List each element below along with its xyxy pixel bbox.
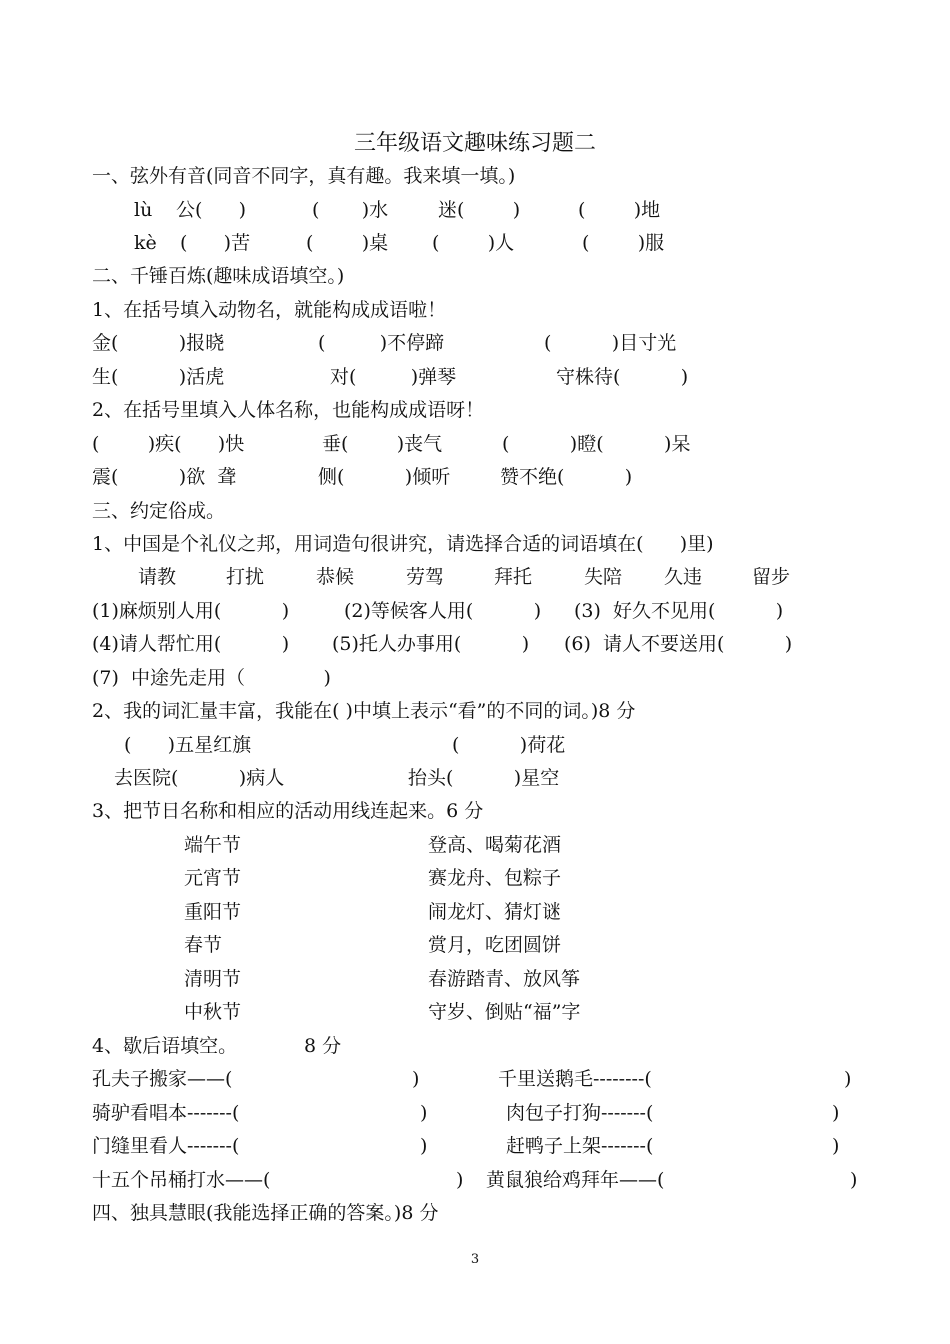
worksheet-line <box>92 797 910 825</box>
worksheet-line <box>92 363 910 391</box>
line-text: ( )地 <box>578 199 661 221</box>
line-text: 一、弦外有音(同音不同字，真有趣。我来填一填。) <box>92 165 516 187</box>
worksheet-line <box>92 1132 910 1160</box>
line-text: ( )疾( )快 <box>92 433 245 455</box>
line-text: 守株待( ) <box>556 366 689 388</box>
line-text: ( )服 <box>582 232 665 254</box>
line-text: (6) 请人不要送用( ) <box>564 633 793 655</box>
line-text: (5)托人办事用( ) <box>332 633 530 655</box>
worksheet-line <box>92 1199 910 1227</box>
line-text: ( )桌 <box>306 232 389 254</box>
line-text: ( )不停蹄 <box>318 332 445 354</box>
line-text: 抬头( )星空 <box>408 767 560 789</box>
worksheet-line <box>92 396 910 424</box>
worksheet-line <box>92 597 910 625</box>
worksheet-line <box>92 630 910 658</box>
line-text: 公( ) <box>176 199 247 221</box>
line-text: 震( )欲 聋 <box>92 466 237 488</box>
worksheet-line <box>92 530 910 558</box>
line-text: 端午节 <box>184 834 242 856</box>
line-text: ) <box>412 1068 420 1090</box>
line-text: 元宵节 <box>184 867 242 889</box>
line-text: 2、在括号里填入人体名称，也能构成成语呀！ <box>92 399 485 421</box>
worksheet-line <box>92 329 910 357</box>
worksheet-line <box>92 229 910 257</box>
line-text: 恭候 <box>316 566 355 588</box>
page-title: 三年级语文趣味练习题二 <box>353 131 596 156</box>
line-text: 4、歇后语填空。 <box>92 1035 238 1057</box>
line-text: 留步 <box>752 566 791 588</box>
line-text: 三、约定俗成。 <box>92 500 226 522</box>
line-text: 去医院( )病人 <box>114 767 285 789</box>
line-text: 门缝里看人-------( <box>92 1135 240 1157</box>
line-text: ) <box>850 1169 858 1191</box>
worksheet-line <box>92 162 910 190</box>
line-text: 十五个吊桶打水——( <box>92 1169 271 1191</box>
line-text: (7) 中途先走用（ ) <box>92 667 331 689</box>
line-text: 春游踏青、放风筝 <box>428 968 581 990</box>
line-text: 四、独具慧眼(我能选择正确的答案。)8 分 <box>92 1202 439 1224</box>
line-text: ( )苦 <box>180 232 251 254</box>
line-text: ) <box>420 1102 428 1124</box>
worksheet-line <box>92 931 910 959</box>
line-text: 1、中国是个礼仪之邦，用词造句很讲究，请选择合适的词语填在( )里) <box>92 533 714 555</box>
worksheet-line <box>92 697 910 725</box>
worksheet-line <box>92 965 910 993</box>
worksheet-line <box>92 497 910 525</box>
worksheet-line <box>92 664 910 692</box>
line-text: ( )目寸光 <box>544 332 677 354</box>
line-text: 重阳节 <box>184 901 242 923</box>
worksheet-line <box>92 463 910 491</box>
line-text: 骑驴看唱本-------( <box>92 1102 240 1124</box>
line-text: lù <box>134 199 153 221</box>
worksheet-line <box>92 296 910 324</box>
worksheet-line <box>92 196 910 224</box>
line-text: 3、把节日名称和相应的活动用线连起来。6 分 <box>92 800 484 822</box>
line-text: 垂( )丧气 <box>322 433 443 455</box>
line-text: 赶鸭子上架-------( <box>506 1135 654 1157</box>
line-text: 登高、喝菊花酒 <box>428 834 562 856</box>
line-text: 肉包子打狗-------( <box>506 1102 654 1124</box>
line-text: (4)请人帮忙用( ) <box>92 633 290 655</box>
line-text: ( )人 <box>432 232 515 254</box>
line-text: ( )瞪( )呆 <box>502 433 691 455</box>
line-text: 黄鼠狼给鸡拜年——( <box>486 1169 665 1191</box>
line-text: ( )荷花 <box>452 734 566 756</box>
line-text: 孔夫子搬家——( <box>92 1068 233 1090</box>
line-text: 对( )弹琴 <box>330 366 457 388</box>
line-text: 闹龙灯、猜灯谜 <box>428 901 562 923</box>
worksheet-line <box>92 1065 910 1093</box>
line-text: 迷( ) <box>438 199 521 221</box>
line-text: 失陪 <box>584 566 623 588</box>
line-text: 侧( )倾听 <box>318 466 451 488</box>
line-text: 守岁、倒贴“福”字 <box>428 1001 581 1023</box>
worksheet-line <box>92 262 910 290</box>
worksheet-line <box>92 1099 910 1127</box>
line-text: 8 分 <box>304 1035 342 1057</box>
line-text: ) <box>844 1068 852 1090</box>
line-text: 1、在括号填入动物名，就能构成成语啦！ <box>92 299 447 321</box>
worksheet-line <box>92 1032 910 1060</box>
line-text: ( )水 <box>312 199 389 221</box>
line-text: ) <box>420 1135 428 1157</box>
page-number: 3 <box>470 1252 480 1267</box>
line-text: 劳驾 <box>406 566 445 588</box>
worksheet-line <box>92 998 910 1026</box>
worksheet-line <box>92 864 910 892</box>
line-text: 赏月，吃团圆饼 <box>428 934 562 956</box>
line-text: 中秋节 <box>184 1001 242 1023</box>
line-text: (1)麻烦别人用( ) <box>92 600 290 622</box>
line-text: 久违 <box>664 566 703 588</box>
line-text: 赛龙舟、包粽子 <box>428 867 562 889</box>
line-text: 2、我的词汇量丰富，我能在( )中填上表示“看”的不同的词。)8 分 <box>92 700 636 722</box>
line-text: 春节 <box>184 934 223 956</box>
line-text: 赞不绝( ) <box>500 466 633 488</box>
line-text: 生( )活虎 <box>92 366 225 388</box>
line-text: 拜托 <box>494 566 533 588</box>
line-text: ) <box>832 1102 840 1124</box>
line-text: 二、千锤百炼(趣味成语填空。) <box>92 265 345 287</box>
worksheet-line <box>92 831 910 859</box>
line-text: 打扰 <box>226 566 265 588</box>
worksheet-line <box>92 1166 910 1194</box>
line-text: 千里送鹅毛--------( <box>498 1068 652 1090</box>
line-text: (2)等候客人用( ) <box>344 600 542 622</box>
worksheet-line <box>92 898 910 926</box>
line-text: (3) 好久不见用( ) <box>574 600 784 622</box>
line-text: 金( )报晓 <box>92 332 225 354</box>
line-text: kè <box>134 232 157 254</box>
line-text: ) <box>832 1135 840 1157</box>
worksheet-line <box>92 731 910 759</box>
line-text: 清明节 <box>184 968 242 990</box>
worksheet-line <box>92 764 910 792</box>
line-text: ( )五星红旗 <box>124 734 252 756</box>
line-text: 请教 <box>138 566 177 588</box>
worksheet-line <box>92 563 910 591</box>
worksheet-line <box>92 430 910 458</box>
line-text: ) <box>456 1169 464 1191</box>
